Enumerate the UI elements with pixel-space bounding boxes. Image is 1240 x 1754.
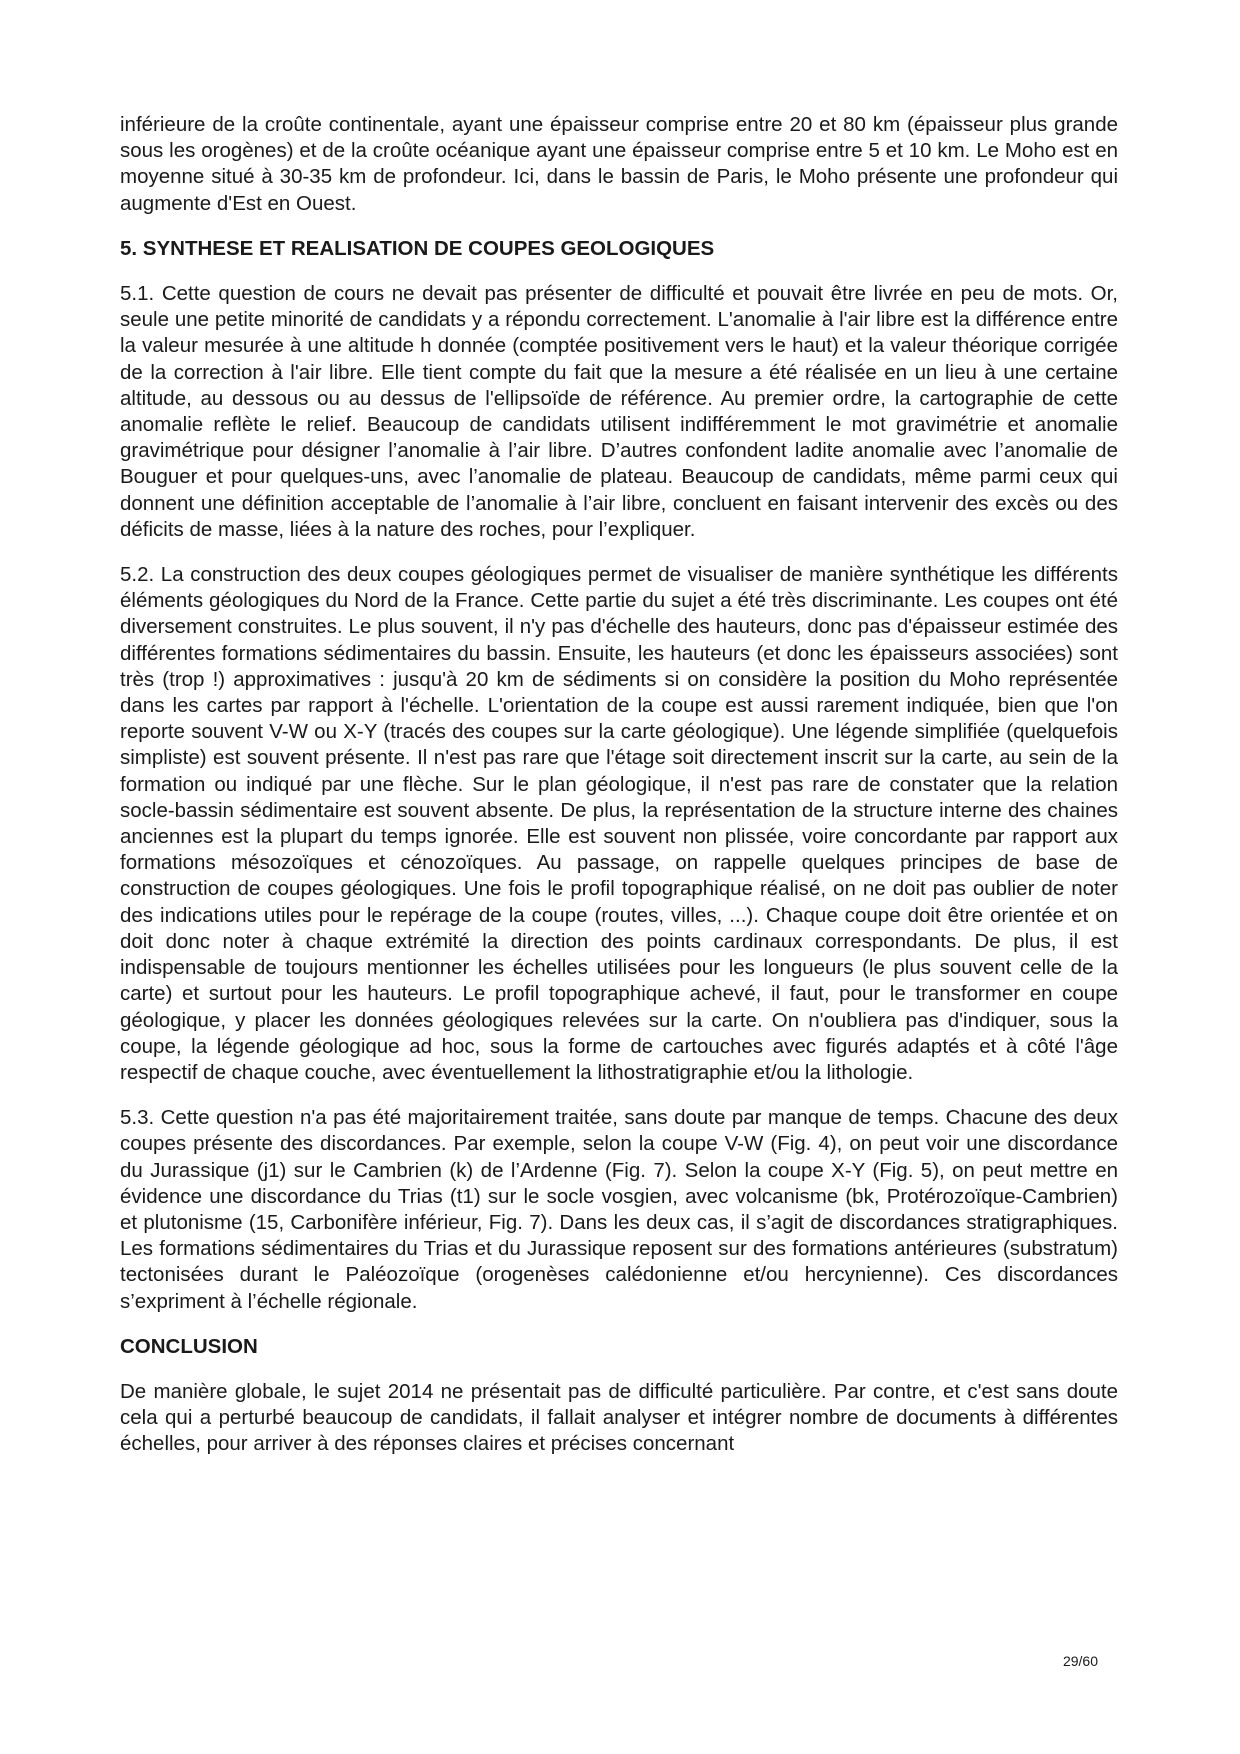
paragraph-conclusion: De manière globale, le sujet 2014 ne présentait pas de difficulté particulière. Par contre, et c'est sans doute cela qui a perturbé beaucoup de candidats, il fallait analyser et intégrer nombre de documents à différentes échelles, pour arriver à des réponses claires et précises concernant bbox=[120, 1379, 1118, 1456]
paragraph-5-2: 5.2. La construction des deux coupes géologiques permet de visualiser de manière synthétique les différents éléments géologiques du Nord de la France. Cette partie du sujet a été très discriminante. Les coupes ont été diversement construites. Le plus souvent, il n'y pas d'échelle des hauteurs, donc pas d'épaisseur estimée des différentes formations sédimentaires du bassin. Ensuite, les hauteurs (et donc les épaisseurs associées) sont très (trop !) approximatives : jusqu'à 20 km de sédiments si on considère la position du Moho représentée dans les cartes par rapport à l'échelle. L'orientation de la coupe est aussi rarement indiquée, bien que l'on reporte souvent V-W ou X-Y (tracés des coupes sur la carte géologique). Une légende simplifiée (quelquefois simpliste) est souvent présente. Il n'est pas rare que l'étage soit directement inscrit sur la carte, au sein de la formation ou indiqué par une flèche. Sur le plan géologique, il n'est pas rare de constater que la relation socle-bassin sédimentaire est souvent absente. De plus, la représentation de la structure interne des chaines anciennes est la plupart du temps ignorée. Elle est souvent non plissée, voire concordante par rapport aux formations mésozoïques et cénozoïques. Au passage, on rappelle quelques principes de base de construction de coupes géologiques. Une fois le profil topographique réalisé, on ne doit pas oublier de noter des indications utiles pour le repérage de la coupe (routes, villes, ...). Chaque coupe doit être orientée et on doit donc noter à chaque extrémité la direction des points cardinaux correspondants. De plus, il est indispensable de toujours mentionner les échelles utilisées pour les longueurs (le plus souvent celle de la carte) et surtout pour les hauteurs. Le profil topographique achevé, il faut, pour le transformer en coupe géologique, y placer les données géologiques relevées sur la carte. On n'oubliera pas d'indiquer, sous la coupe, la légende géologique ad hoc, sous la forme de cartouches avec figurés adaptés et à côté l'âge respectif de chaque couche, avec éventuellement la lithostratigraphie et/ou la lithologie. bbox=[120, 563, 1118, 1084]
document-page bbox=[120, 112, 1118, 1477]
page-number: 29/60 bbox=[1062, 1653, 1098, 1669]
paragraph-intro: inférieure de la croûte continentale, ayant une épaisseur comprise entre 20 et 80 km (épaisseur plus grande sous les orogènes) et de la croûte océanique ayant une épaisseur comprise entre 5 et 10 km. Le Moho est en moyenne situé à 30-35 km de profondeur. Ici, dans le bassin de Paris, le Moho présente une profondeur qui augmente d'Est en Ouest. bbox=[120, 113, 1118, 215]
paragraph-5-3: 5.3. Cette question n'a pas été majoritairement traitée, sans doute par manque de temps. Chacune des deux coupes présente des discordances. Par exemple, selon la coupe V-W (Fig. 4), on peut voir une discordance du Jurassique (j1) sur le Cambrien (k) de l’Ardenne (Fig. 7). Selon la coupe X-Y (Fig. 5), on peut mettre en évidence une discordance du Trias (t1) sur le socle vosgien, avec volcanisme (bk, Protérozoïque-Cambrien) et plutonisme (15, Carbonifère inférieur, Fig. 7). Dans les deux cas, il s’agit de discordances stratigraphiques. Les formations sédimentaires du Trias et du Jurassique reposent sur des formations antérieures (substratum) tectonisées durant le Paléozoïque (orogenèses calédonienne et/ou hercynienne). Ces discordances s’expriment à l’échelle régionale. bbox=[120, 1106, 1118, 1313]
paragraph-5-1: 5.1. Cette question de cours ne devait pas présenter de difficulté et pouvait être livrée en peu de mots. Or, seule une petite minorité de candidats y a répondu correctement. L'anomalie à l'air libre est la différence entre la valeur mesurée à une altitude h donnée (comptée positivement vers le haut) et la valeur théorique corrigée de la correction à l'air libre. Elle tient compte du fait que la mesure a été réalisée en un lieu à une certaine altitude, au dessous ou au dessus de l'ellipsoïde de référence. Au premier ordre, la cartographie de cette anomalie reflète le relief. Beaucoup de candidats utilisent indifféremment le mot gravimétrie et anomalie gravimétrique pour désigner l’anomalie à l’air libre. D’autres confondent ladite anomalie avec l’anomalie de Bouguer et pour quelques-uns, avec l’anomalie de plateau. Beaucoup de candidats, même parmi ceux qui donnent une définition acceptable de l’anomalie à l’air libre, concluent en faisant intervenir des excès ou des déficits de masse, liées à la nature des roches, pour l’expliquer. bbox=[120, 282, 1118, 541]
conclusion-heading: CONCLUSION bbox=[120, 1334, 258, 1358]
section-5-heading: 5. SYNTHESE ET REALISATION DE COUPES GEOLOGIQUES bbox=[120, 236, 715, 260]
